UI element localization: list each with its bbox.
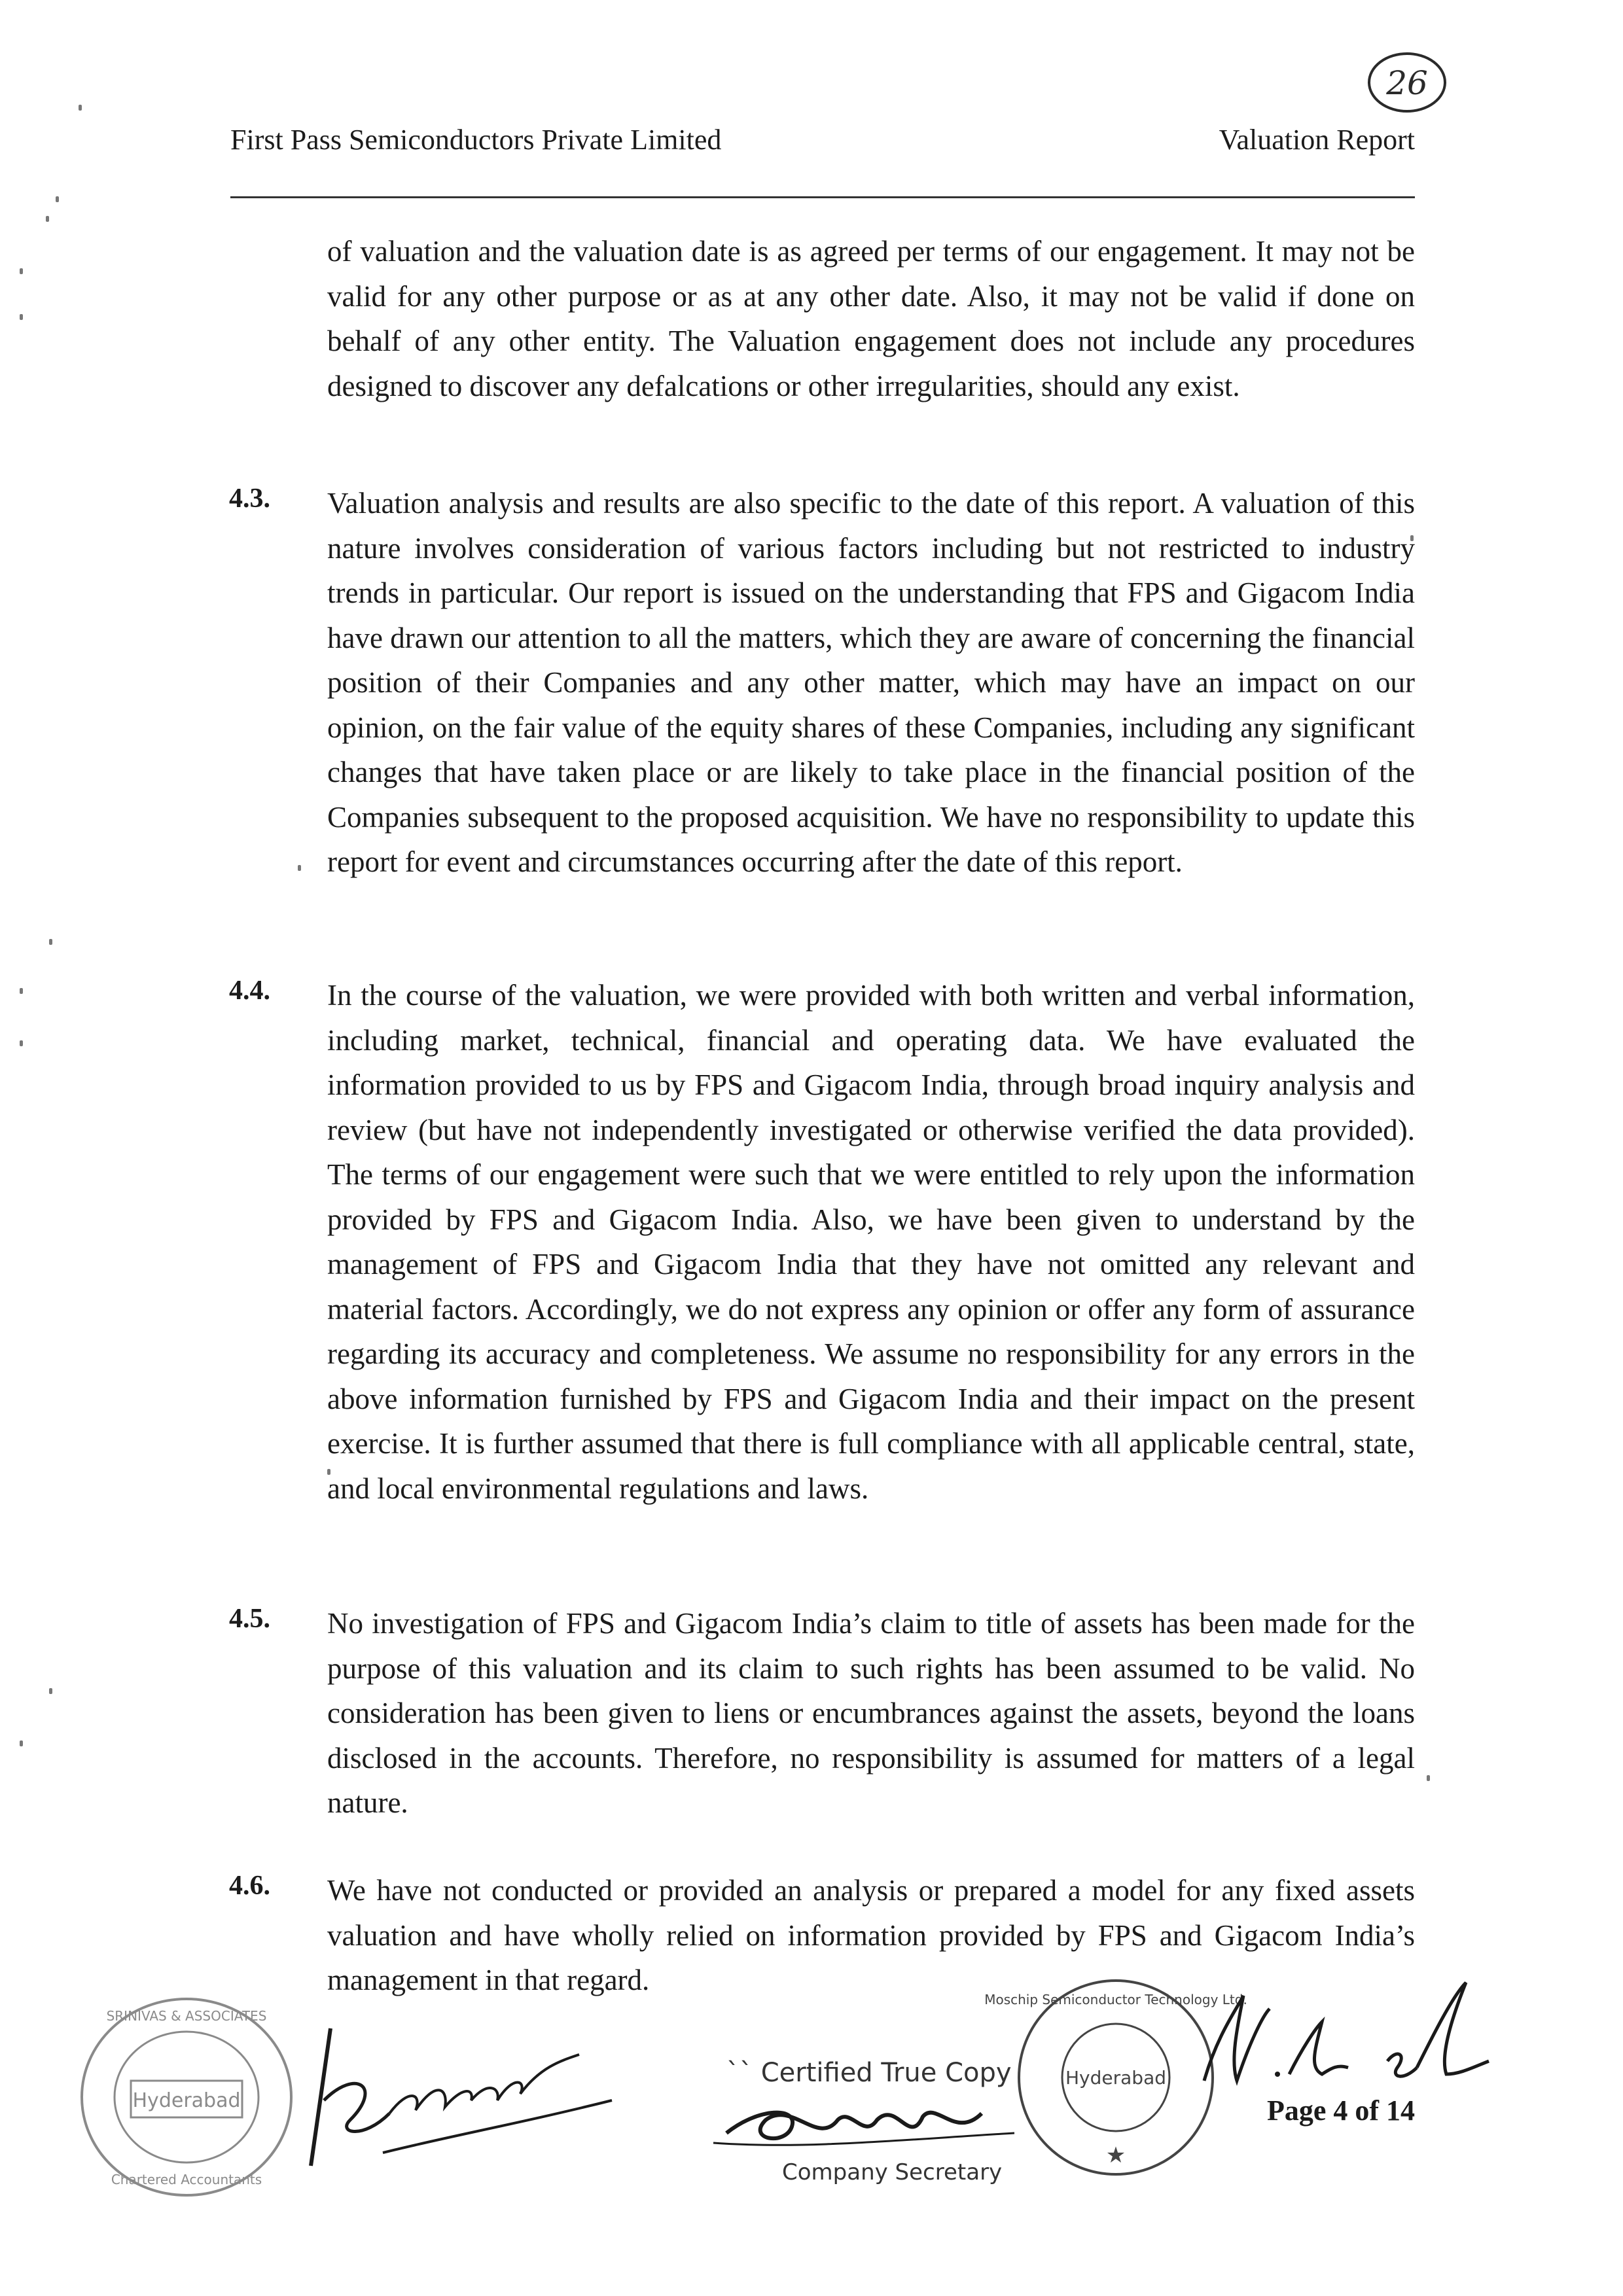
section-text-4-4: In the course of the valuation, we were provided with both written and verbal information, including market, technical, financial and operating data. We have evaluated the information provided to us by FPS and Gigacom India, through broad inquiry analysis and review (but have not independently investigated or otherwise verified the data provided). The terms of our engagement were such that we were entitled to rely upon the information provided by FPS and Gigacom India. Also, we have been given to understand by the management of FPS and Gigacom India that they have not omitted any relevant and material factors. Accordingly, we do not express any opinion or offer any form of assurance regarding its accuracy and completeness. We assume no responsibility for any errors in the above information furnished by FPS and Gigacom India and their impact on the present exercise. It is further assumed that there is full compliance with all applicable central, state, and local environmental regulations and laws. xyxy=(327,979,1415,1505)
scan-speck xyxy=(49,1688,52,1694)
firm-signature xyxy=(304,1989,618,2179)
firm-seal xyxy=(69,1989,304,2205)
section-number-4-3: 4.3. xyxy=(229,484,270,514)
scan-speck xyxy=(20,988,23,994)
circled-page-mark xyxy=(1361,46,1453,118)
section-text-4-6: We have not conducted or provided an analysis or prepared a model for any fixed assets valuation and have wholly relied on information provided by FPS and Gigacom India’s management in that regard. xyxy=(327,1874,1415,1996)
company-seal xyxy=(984,1973,1247,2182)
section-number-4-5: 4.5. xyxy=(229,1604,270,1634)
scan-speck xyxy=(79,105,82,111)
certified-true-copy-text: `` Certified True Copy xyxy=(726,2058,1012,2088)
company-secretary-label: Company Secretary xyxy=(782,2159,1003,2185)
section-number-4-4: 4.4. xyxy=(229,976,270,1006)
header-company-name: First Pass Semiconductors Private Limited xyxy=(230,124,722,156)
section-number-4-6: 4.6. xyxy=(229,1871,270,1901)
scan-speck xyxy=(20,1740,23,1746)
scan-speck xyxy=(1427,1775,1430,1781)
scan-speck xyxy=(56,196,59,202)
section-text-4-5: No investigation of FPS and Gigacom India’s claim to title of assets has been made for the purpose of this valuation and its claim to such rights has been assumed to be valid. No consideration has been given to liens or encumbrances against the assets, beyond the loans disclosed in the accounts. Therefore, no responsibility is assumed for matters of a legal nature. xyxy=(327,1607,1415,1819)
scan-speck xyxy=(298,865,301,871)
company-secretary-signature xyxy=(707,2087,1047,2166)
scan-speck xyxy=(20,268,23,274)
section-text-4-3: Valuation analysis and results are also specific to the date of this report. A valuation of this nature involves consideration of various factors including but not restricted to industry trends in particular. Our report is issued on the understanding that FPS and Gigacom India have drawn our attention to all the matters, which they are aware of concerning the financial position of their Companies and any other matter, which may have an impact on our opinion, on the fair value of the equity shares of these Companies, including any significant changes that have taken place or are likely to take place in the financial position of the Companies subsequent to the proposed acquisition. We have no responsibility to update this report for event and circumstances occurring after the date of this report. xyxy=(327,487,1415,878)
scan-speck xyxy=(49,939,52,945)
page-number: Page 4 of 14 xyxy=(1266,2094,1415,2127)
scan-speck xyxy=(46,216,49,222)
page-mark-number: 26 xyxy=(1386,64,1428,102)
firm-seal-outer-text: SRINIVAS & ASSOCIATES xyxy=(106,2008,267,2024)
company-seal-outer-text: Moschip Semiconductor Technology Ltd. xyxy=(984,1992,1247,2007)
header-rule xyxy=(230,196,1415,198)
scan-speck xyxy=(20,314,23,320)
header-report-title: Valuation Report xyxy=(1219,124,1415,156)
scan-speck xyxy=(20,1040,23,1046)
firm-seal-city: Hyderabad xyxy=(132,2089,241,2112)
company-seal-city: Hyderabad xyxy=(1065,2067,1166,2089)
company-seal-star: ★ xyxy=(1105,2142,1126,2168)
continuation-paragraph: of valuation and the valuation date is as agreed per terms of our engagement. It may not be valid for any other purpose or as at any other date. Also, it may not be valid if done on behalf of any other entity. The Valuation engagement does not include any procedures designed to discover any defalcations or other irregularities, should any exist. xyxy=(327,235,1415,402)
firm-seal-bottom-text: Chartered Accountants xyxy=(111,2172,262,2187)
director-signature xyxy=(1191,1969,1492,2100)
